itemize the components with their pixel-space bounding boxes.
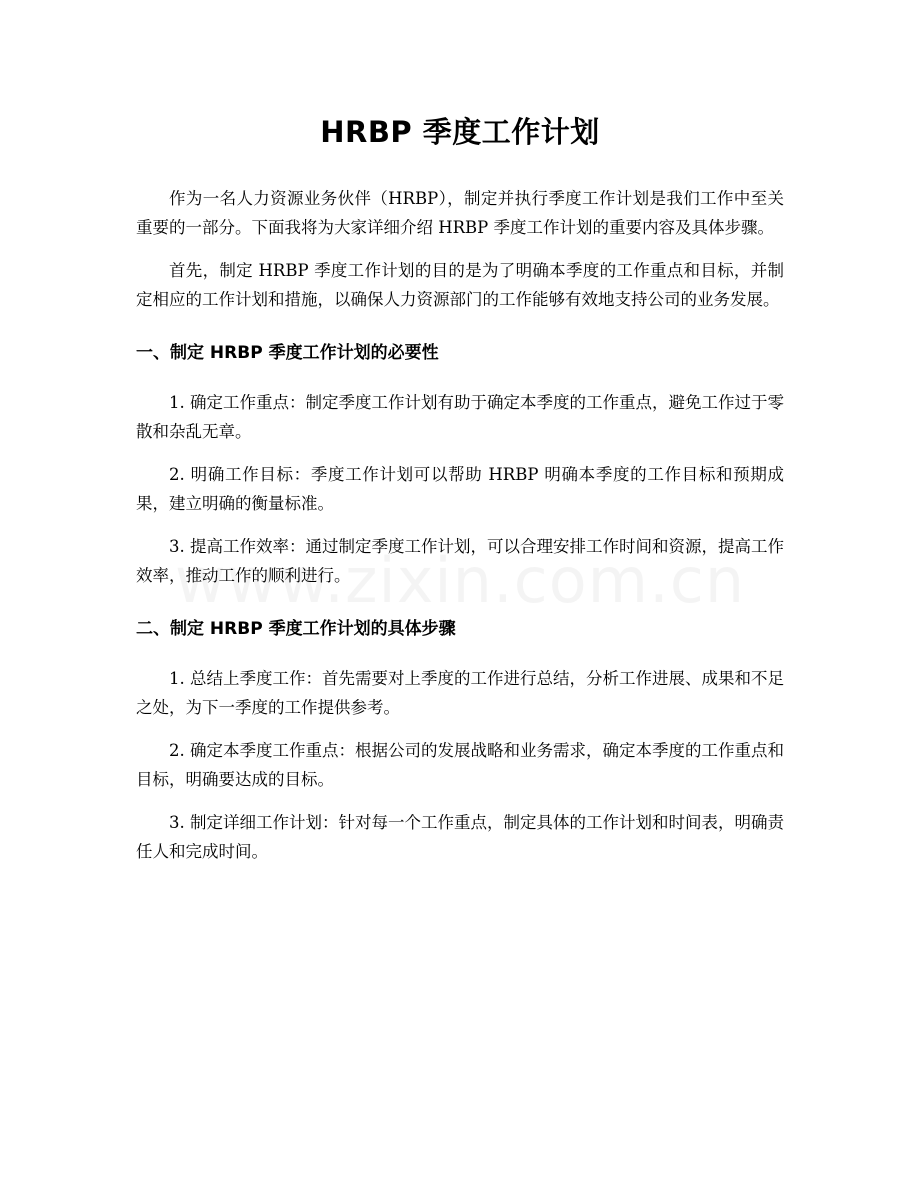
- purpose-paragraph: 首先，制定 HRBP 季度工作计划的目的是为了明确本季度的工作重点和目标，并制定相应的工作计划和措施，以确保人力资源部门的工作能够有效地支持公司的业务发展。: [136, 261, 784, 309]
- intro-paragraph: 作为一名人力资源业务伙伴（HRBP），制定并执行季度工作计划是我们工作中至关重要的一部分。下面我将为大家详细介绍 HRBP 季度工作计划的重要内容及具体步骤。: [136, 189, 784, 237]
- list-item: 1. 总结上季度工作：首先需要对上季度的工作进行总结，分析工作进展、成果和不足之处，为下一季度的工作提供参考。: [136, 669, 784, 717]
- list-item: 2. 明确工作目标：季度工作计划可以帮助 HRBP 明确本季度的工作目标和预期成果，建立明确的衡量标准。: [136, 465, 784, 513]
- document-title: HRBP 季度工作计划: [320, 115, 600, 149]
- section-heading-necessity: 一、制定 HRBP 季度工作计划的必要性: [136, 343, 439, 363]
- list-item: 1. 确定工作重点：制定季度工作计划有助于确定本季度的工作重点，避免工作过于零散和杂乱无章。: [136, 393, 784, 441]
- list-item: 2. 确定本季度工作重点：根据公司的发展战略和业务需求，确定本季度的工作重点和目标，明确要达成的目标。: [136, 741, 784, 789]
- list-item: 3. 制定详细工作计划：针对每一个工作重点，制定具体的工作计划和时间表，明确责任人和完成时间。: [136, 813, 784, 861]
- list-item: 3. 提高工作效率：通过制定季度工作计划，可以合理安排工作时间和资源，提高工作效率，推动工作的顺利进行。: [136, 537, 784, 585]
- section-heading-steps: 二、制定 HRBP 季度工作计划的具体步骤: [136, 619, 456, 639]
